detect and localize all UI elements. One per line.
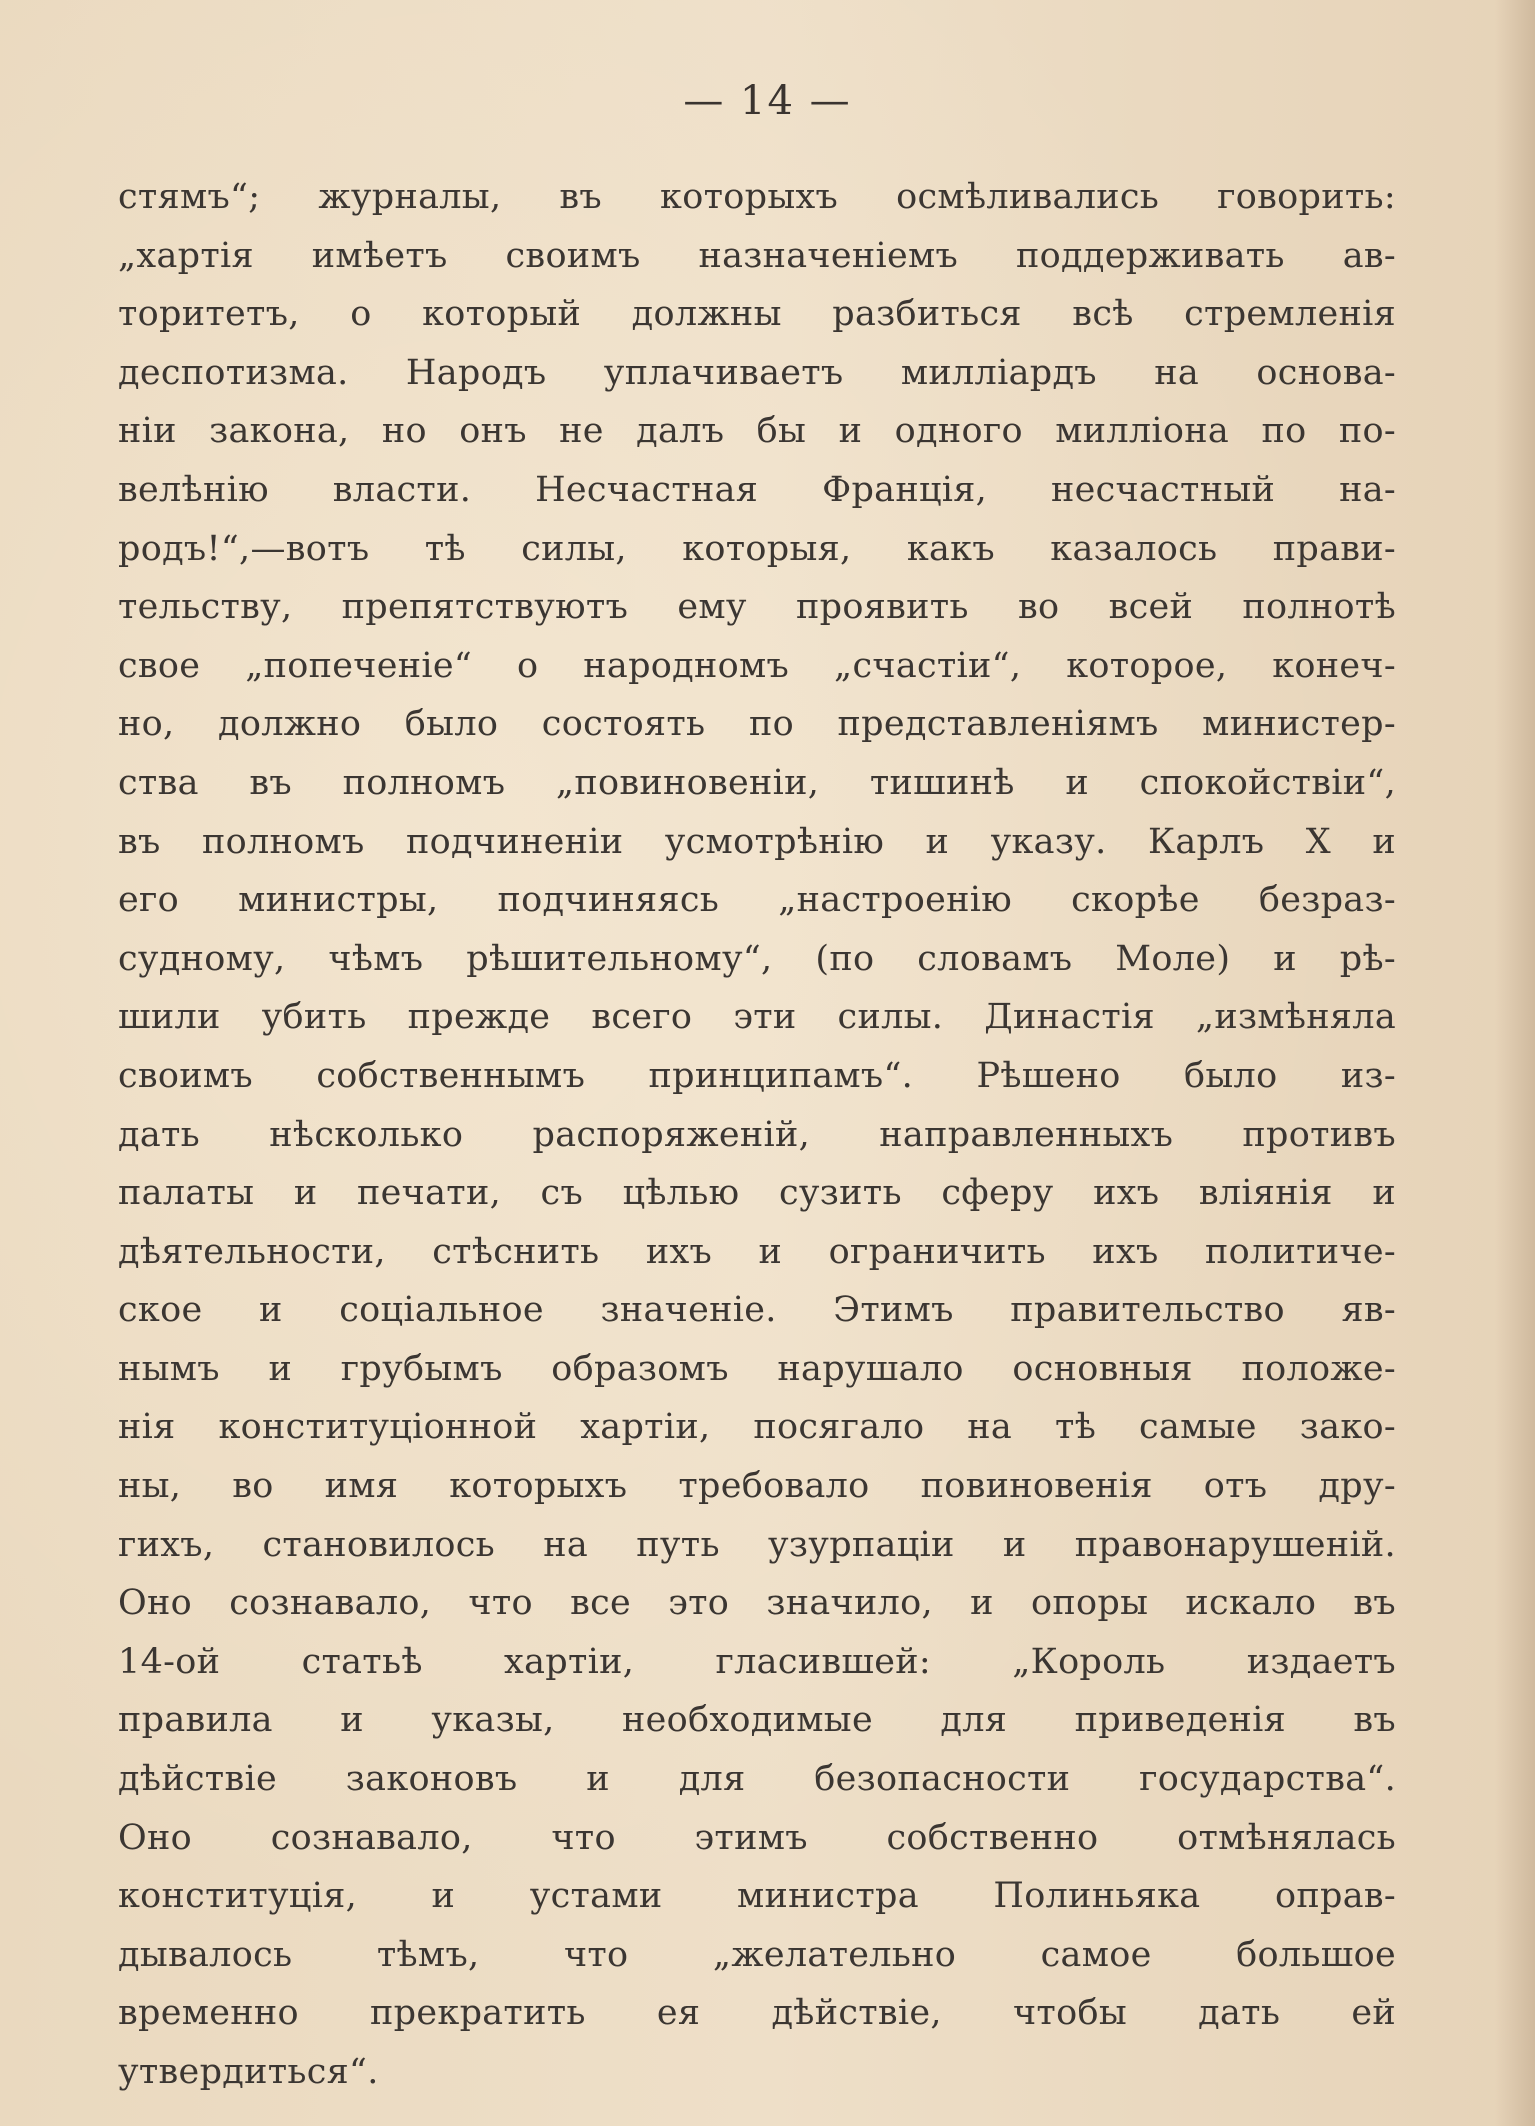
text-line: своимъ собственнымъ принципамъ“. Рѣшено было из- xyxy=(118,1055,1396,1096)
page-number: — 14 — xyxy=(683,78,852,124)
page-edge-shadow xyxy=(1495,0,1535,2126)
text-line: нымъ и грубымъ образомъ нарушало основныя положе- xyxy=(118,1348,1396,1389)
text-line: дѣятельности, стѣснить ихъ и ограничить ихъ политиче- xyxy=(118,1231,1396,1272)
text-line: нія конституціонной хартіи, посягало на тѣ самые зако- xyxy=(118,1407,1396,1448)
text-line: гихъ, становилось на путь узурпаціи и правонарушеній. xyxy=(118,1524,1396,1565)
text-line: торитетъ, о который должны разбиться всѣ стремленія xyxy=(118,294,1396,335)
text-line: временно прекратить ея дѣйствіе, чтобы дать ей xyxy=(118,1993,1396,2034)
text-line: правила и указы, необходимые для приведенія въ xyxy=(118,1700,1396,1741)
text-line: стямъ“; журналы, въ которыхъ осмѣливались говорить: xyxy=(118,177,1396,217)
text-line: утвердиться“. xyxy=(118,2052,379,2092)
text-line: дывалось тѣмъ, что „желательно самое большое xyxy=(118,1934,1396,1975)
text-line: ское и соціальное значеніе. Этимъ правительство яв- xyxy=(118,1290,1396,1331)
text-line: „хартія имѣетъ своимъ назначеніемъ поддерживать ав- xyxy=(118,235,1396,276)
text-line: 14-ой статьѣ хартіи, гласившей: „Король издаетъ xyxy=(118,1641,1396,1682)
text-line: родъ!“,—вотъ тѣ силы, которыя, какъ казалось прави- xyxy=(118,528,1396,569)
text-line: въ полномъ подчиненіи усмотрѣнію и указу. Карлъ X и xyxy=(118,821,1396,862)
text-line: ны, во имя которыхъ требовало повиновенія отъ дру- xyxy=(118,1466,1396,1507)
text-line: конституція, и устами министра Полиньяка оправ- xyxy=(118,1876,1396,1917)
text-line: тельству, препятствуютъ ему проявить во всей полнотѣ xyxy=(118,587,1396,628)
text-line: ства въ полномъ „повиновеніи, тишинѣ и спокойствіи“, xyxy=(118,762,1396,803)
body-text xyxy=(118,168,1396,2102)
text-line: Оно сознавало, что этимъ собственно отмѣнялась xyxy=(118,1817,1396,1858)
text-line: Оно сознавало, что все это значило, и опоры искало въ xyxy=(118,1583,1396,1624)
text-line: шили убить прежде всего эти силы. Династія „измѣняла xyxy=(118,997,1396,1038)
text-line: его министры, подчиняясь „настроенію скорѣе безраз- xyxy=(118,880,1396,921)
text-line: дѣйствіе законовъ и для безопасности государства“. xyxy=(118,1759,1396,1800)
text-line: судному, чѣмъ рѣшительному“, (по словамъ Моле) и рѣ- xyxy=(118,938,1396,979)
text-line: но, должно было состоять по представленіямъ министер- xyxy=(118,704,1396,745)
text-line: палаты и печати, съ цѣлью сузить сферу ихъ вліянія и xyxy=(118,1173,1396,1214)
text-line: деспотизма. Народъ уплачиваетъ милліардъ на основа- xyxy=(118,352,1396,393)
text-line: дать нѣсколько распоряженій, направленныхъ противъ xyxy=(118,1114,1396,1155)
text-line: ніи закона, но онъ не далъ бы и одного милліона по по- xyxy=(118,411,1396,452)
text-line: велѣнію власти. Несчастная Франція, несчастный на- xyxy=(118,469,1396,510)
text-line: свое „попеченіе“ о народномъ „счастіи“, которое, конеч- xyxy=(118,645,1396,686)
